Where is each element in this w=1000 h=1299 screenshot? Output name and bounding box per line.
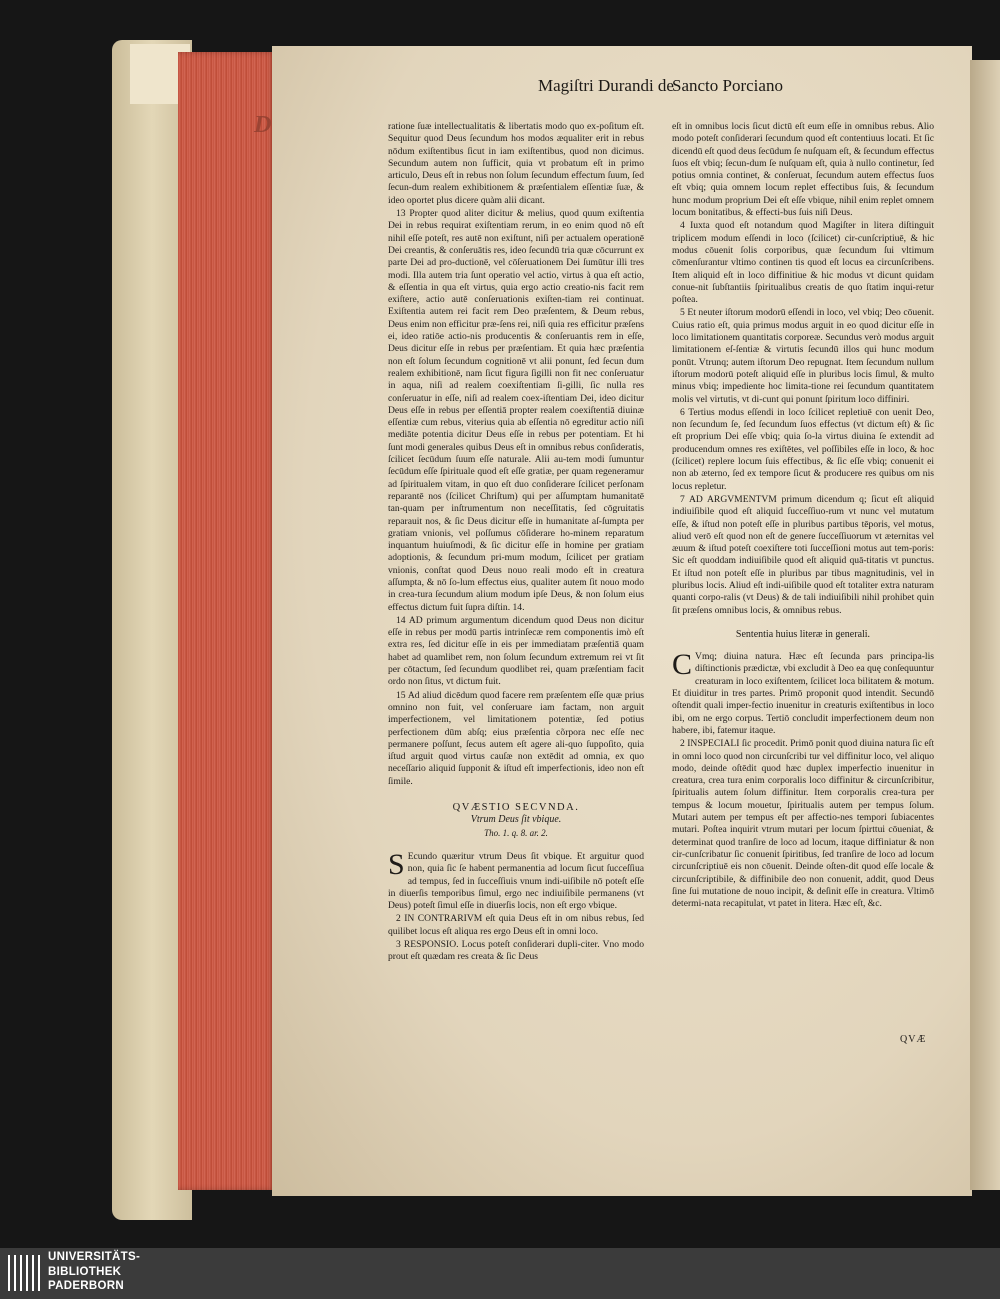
logo-line: BIBLIOTHEK — [48, 1265, 122, 1278]
paragraph: 2 INSPECIALI ſic procedit. Primō ponit quod diuina natura ſic eſt in omni loco quod non circunſcribi tur vel diffinitur loco, vel aliquo modo, deinde oſtēdit quod hæc duplex imperfectio inuenitur in creatura, crea tura enim corporalis loco diffinitur & circunſcribitur, ſpiritualis autem ſolum diffinitur. Item corporalis crea-tura per tempus & locum mouetur, ſpiritualis autem per tempus ſolum. Mutari autem per tempus eſt per affectio-nes tempori ſubiacentes mutari. Poſtea inquirit vtrum mutari per locum ſpirttui cōueniat, & determinat quod tranſire de loco ad locum, itaque diffiniatur & non cir-cunſcribatur ſic conuenit ſpiritibus, ſed tranſire de loco ad locum circunſcriptiuē eis non cōuenit. Deinde oſten-dit quod eſſe locale & circunſcriptibile, & diffinibile deo non conuenit, addit, quod Deus ſine ſui mutatione de nouo incipit, & deſinit eſſe in creatura. Vltimō determi-nata recapitulat, vt patet in litera. Hæc eſt, &c. — [672, 738, 934, 910]
paragraph — [672, 648, 935, 737]
paragraph: eſt in omnibus locis ſicut dictū eſt eum eſſe in omnibus rebus. Alio modo poteſt conſiderari ſecundum quod eſt contentiuus locati. Et ſic dicendū eſt quod deus ſecūdum ſe nuſquam eſt, & ſecundum effectus ſuos eſt vbiq; ſecun-dum ſe nuſquam eſt, quia à nullo continetur, ſed potius omnia continet, & conſeruat, ſecundum autem effectus ſuos eſt vbiq; quia omnem locum replet effectibus ſuis, & ſecundum hunc modum proprium Dei eſt eſſe vbique, nihil enim replet omnem locum bonitatibus, & effecti-bus ſuis niſi Deus. — [672, 121, 934, 219]
red-page-edges — [178, 52, 276, 1190]
running-head-right: Sancto Porciano — [672, 76, 783, 95]
logo-line: PADERBORN — [48, 1280, 124, 1292]
paragraph: 15 Ad aliud dicēdum quod facere rem præſentem eſſe quæ prius omnino non fuit, vel conſeruare iam factam, non arguit imperfectionem, vel limitationem potentiæ, ſed potius perfectionem dūm abſq; eius præſentia cõrpora nec eſſe nec permanere poſſunt, ſecus autem eſt agere ali-quo ſuppoſito, quia iſtud arguit quod virtus cauſæ non extēdit ad omnia, ex quo neceſſario aliquid ſupponit & iſtud eſt imperfectionis, ideo non eſt ſimile. — [388, 689, 644, 787]
drop-cap: S — [388, 847, 405, 881]
library-footer — [0, 1248, 1000, 1299]
running-head-left: Magiſtri Durandi de — [538, 76, 674, 95]
paragraph: 7 AD ARGVMENTVM primum dicendum q; ſicut eſt aliquid indiuiſibile quod eſt aliquid ſucceſſiuo-rum vt nunc vel mutatum eſſe, & iſtud non poteſt eſſe in pluribus partibus tēporis, vel motus, aliud verō eſt quod non eſt de genere ſucceſſiuorum vt æternitas vel æuum & iſtud poteſt coexiſtere toti ſucceſſioni motus aut tem-poris: Sic eſt quoddam indiuiſibile quod eſt aliquid quā-titatis vt punctus. Et iſtud non poteſt eſſe in pluribus par tibus magnitudinis, vel in pluribus locis. Aliud eſt indi-uiſibile quod eſt totaliter extra naturam quanti corpo-ralis (vt Deus) & de tali indiuiſibili nihil prohibet quin ſit præſens omnibus locis, & omnibus rebus. — [672, 493, 934, 616]
left-text-column — [388, 121, 644, 965]
library-logo-text — [48, 1250, 140, 1294]
paragraph-text: Vmq; diuina natura. Hæc eſt ſecunda pars principa-lis diſtinctionis prædictæ, vbi excludit à Deo ea quę conſequuntur creaturam in loco exiſtentem, ſcilicet loca bilitatem & motum. Et diuiditur in tres partes. Primō proponit quod intendit. Secundō oſtendit quali imper-fectio inuenitur in creaturis exiſtentibus in loco ibi, om ne ergo corpus. Tertiō concludit imperfectionem deum non habere, ibi, fatemur itaque. — [672, 651, 935, 736]
paragraph: 13 Propter quod aliter dicitur & melius, quod quum exiſtentia Dei in rebus requirat exiſtentiam rerum, in eo enim quod nō eſt nihil eſſe poteſt, res autē non exiſtunt, niſi per actualem operationē Dei creantis, & conſeruātis res, ideo ſecundū tria quæ cōcurrunt ex parte Dei ad pro-ductionē, vel cōſeruationem Dei ſumūtur illi tres modi. Illa autem tria ſunt operatio vel actio, virtus à qua eſt actio, & eſſentia in qua eſt virtus, quia ergo actio creatio-nis facit rem exiſtere, actio autē conſeruationis exiſten-tiam rei continuat. Exiſtentia autem rei facit rem Deo præſentem, & Deum rebus, Deus enim non efficitur præ-ſens rei, niſi quia res efficitur præſens ei, ideo ratiōe actio-nis producentis & conſeruantis rem in eſſe, Deus dicitur eſſe in rebus per præſentiam. Et quia hæc præſentia non eſt ſolum ſecundum cognitionē vt alii ponunt, ſed ſecun dum realem exhibitionē, nam ſicut figura ſigilli non fit nec conſeruatur in aqua, niſi ad realem coexiſtentiam ſi-gilli, ſic nulla res conſeruatur in eſſe, niſi ad realem coex-iſtentiam Dei, ideo dicitur Deus eſſe in rebus per eſſentiā propter realem coexiſtentiā diuinæ eſſentiæ cum rebus, viterius quia ab eſſentia nō egreditur actio niſi mediāte potentia dicitur Deus eſſe in rebus per potentiam. Et hi ſunt modi generales quibus Deus eſt in omnibus rebus conſideratis, ſcilicet ſecūdum ſuum eſſe naturale. Alii au-tem modi ſumuntur ſecūdum eſſe ſpirituale quod eſt eſſe gratiæ, per quam regeneramur ad ſpiritualem vitam, in quo eſt duo conſiderare ſcilicet perſonam reparantē nos (ſcilicet Chriſtum) qui per aſſumptam humanitatē tan-quam per inſtrumentum non neceſſitatis, ſed cōgruitatis reparauit nos, & ſic Deus dicitur eſſe in humanitate aſ-ſumpta per gratiam vnionis, vel poſſumus cōſiderare ho-minem reparatum inquantum huiuſmodi, & ſic dicitur eſſe in homine per gratiam adoptionis, & ſecundum pri-mum modum, ſcilicet per gratiam vnionis, conſtat quod Deus nouo reali modo eſt in creatura aſſumpta, & nō ſo-lum effectus eius, qualiter autem ſit nouo modo in crea-tura ſecundum alium modum ipſe Deus, & non ſolum eius effectus dictum fuit ſupra diſtin. 14. — [388, 208, 644, 613]
drop-cap: C — [672, 648, 693, 682]
paragraph — [388, 847, 644, 912]
margin-ink-mark: D — [254, 112, 272, 138]
paragraph-text: Ecundo quæritur vtrum Deus ſit vbique. Et arguitur quod non, quia ſic ſe habent permanentia ad locum ſicut ſucceſſiua ad tempus, ſed in ſucceſſiuis vnum indi-uiſibile nō poteſt eſſe in diuerſis temporibus ſimul, ergo nec indiuiſibile permanens (vt Deus) poteſt ſimul eſſe in diuerſis locis, non eſt ergo vbique. — [388, 850, 644, 912]
paragraph: 14 AD primum argumentum dicendum quod Deus non dicitur eſſe in rebus per modū partis intrinſecæ rem componentis imò eſt extra res, ſed dicitur eſſe in eis per immediatam præſentiā quam habet ad quamlibet rem, non ſolum ſecundum extremum rei vt ſit per cōtactum, ſed ſecundum quodlibet rei, quam præſentiam facit ordo non ſitus, vt dictum fuit. — [388, 614, 644, 688]
paragraph: ratione ſuæ intellectualitatis & libertatis modo quo ex-poſitum eſt. Sequitur quod Deus ſecundum hos modos æqualiter erit in rebus nōdum exiſtentibus ſicut in iam exiſtentibus, quod non dicimus. Secundum autem non ſufficit, quia vt probatum eſt in primo articulo, Deus eſt in rebus non ſolum ſecundum effectum ſuum, ſed ſecun-dum realem exhibitionem & præſentialem eſſentiæ ſuæ, & ideo oportet plus dicere quàm alii dicant. — [388, 121, 644, 206]
facing-page-edge — [970, 60, 1000, 1190]
question-reference: Tho. 1. q. 8. ar. 2. — [484, 827, 548, 838]
paragraph: 3 RESPONSIO. Locus poteſt conſiderari dupli-citer. Vno modo prout eſt quædam res creata & ſic Deus — [388, 939, 644, 963]
paragraph: 2 IN CONTRARIVM eſt quia Deus eſt in om nibus rebus, ſed quilibet locus eſt aliqua res ergo Deus eſt in omni loco. — [388, 913, 644, 937]
question-subtitle: Vtrum Deus ſit vbique. — [470, 814, 562, 826]
section-heading: Sententia huius literæ in generali. — [735, 628, 871, 640]
paragraph: 5 Et neuter iſtorum modorū eſſendi in loco, vel vbiq; Deo cōuenit. Cuius ratio eſt, quia primus modus arguit in eo quod dicitur eſſe in loco limitationem quantitatis corporeæ. Secundus verò modus arguit limitationem eſ-ſentiæ & virtutis ſecundū illos qui hunc modum ponūt. Vtrunq; autem iſtorum Deo repugnat. Item ſecundum nullum iſtorum modorū poteſt aliquid eſſe in pluribus locis ſimul, & multo minus vbiq; impediente hoc limita-tione rei ſecundum quantitatem molis vel virtutis, vt di-cunt qui ponunt ſpiritum loco diffiniri. — [672, 307, 935, 405]
right-text-column — [672, 121, 934, 911]
paragraph: 4 Iuxta quod eſt notandum quod Magiſter in litera diſtinguit triplicem modum eſſendi in loco (ſcilicet) cir-cunſcriptiuē, & hic modus cōuenit ſolis corporibus, quæ ſecundum ſui vltimum cōmenſurantur vltimo continen tis quod eſt locus ea circunſcribens. Item aliquid eſt in loco diffinitiue & hic modus vt dicunt quidam conue-nit ſubſtantiis ſpiritualibus creatis de quo ſtatim inqui-retur poſtea. — [672, 220, 934, 306]
catchword: QVÆ — [900, 1034, 927, 1045]
logo-line: UNIVERSITÄTS- — [48, 1251, 141, 1263]
library-logo-icon — [8, 1255, 40, 1291]
question-title: QVÆSTIO SECVNDA. — [452, 802, 580, 814]
paragraph: 6 Tertius modus eſſendi in loco ſcilicet repletiuē con uenit Deo, non ſecundum ſe, ſed ſecundum ſuos effectus (vt dictum eſt) & ſic eſt proprium Dei eſſe vbiq; quia ſo-la virtus diuina ſe extendit ad producendum omnes res exiſtētes, vel poſſibiles eſſe in loco, & hoc (ſcilicet) replere locum ſuis effectibus, & ſic eſſe vbiq; conuenit ei non ab æterno, ſed ex tempore ſicut & producere res quibus om nis locus repletur. — [672, 406, 934, 492]
